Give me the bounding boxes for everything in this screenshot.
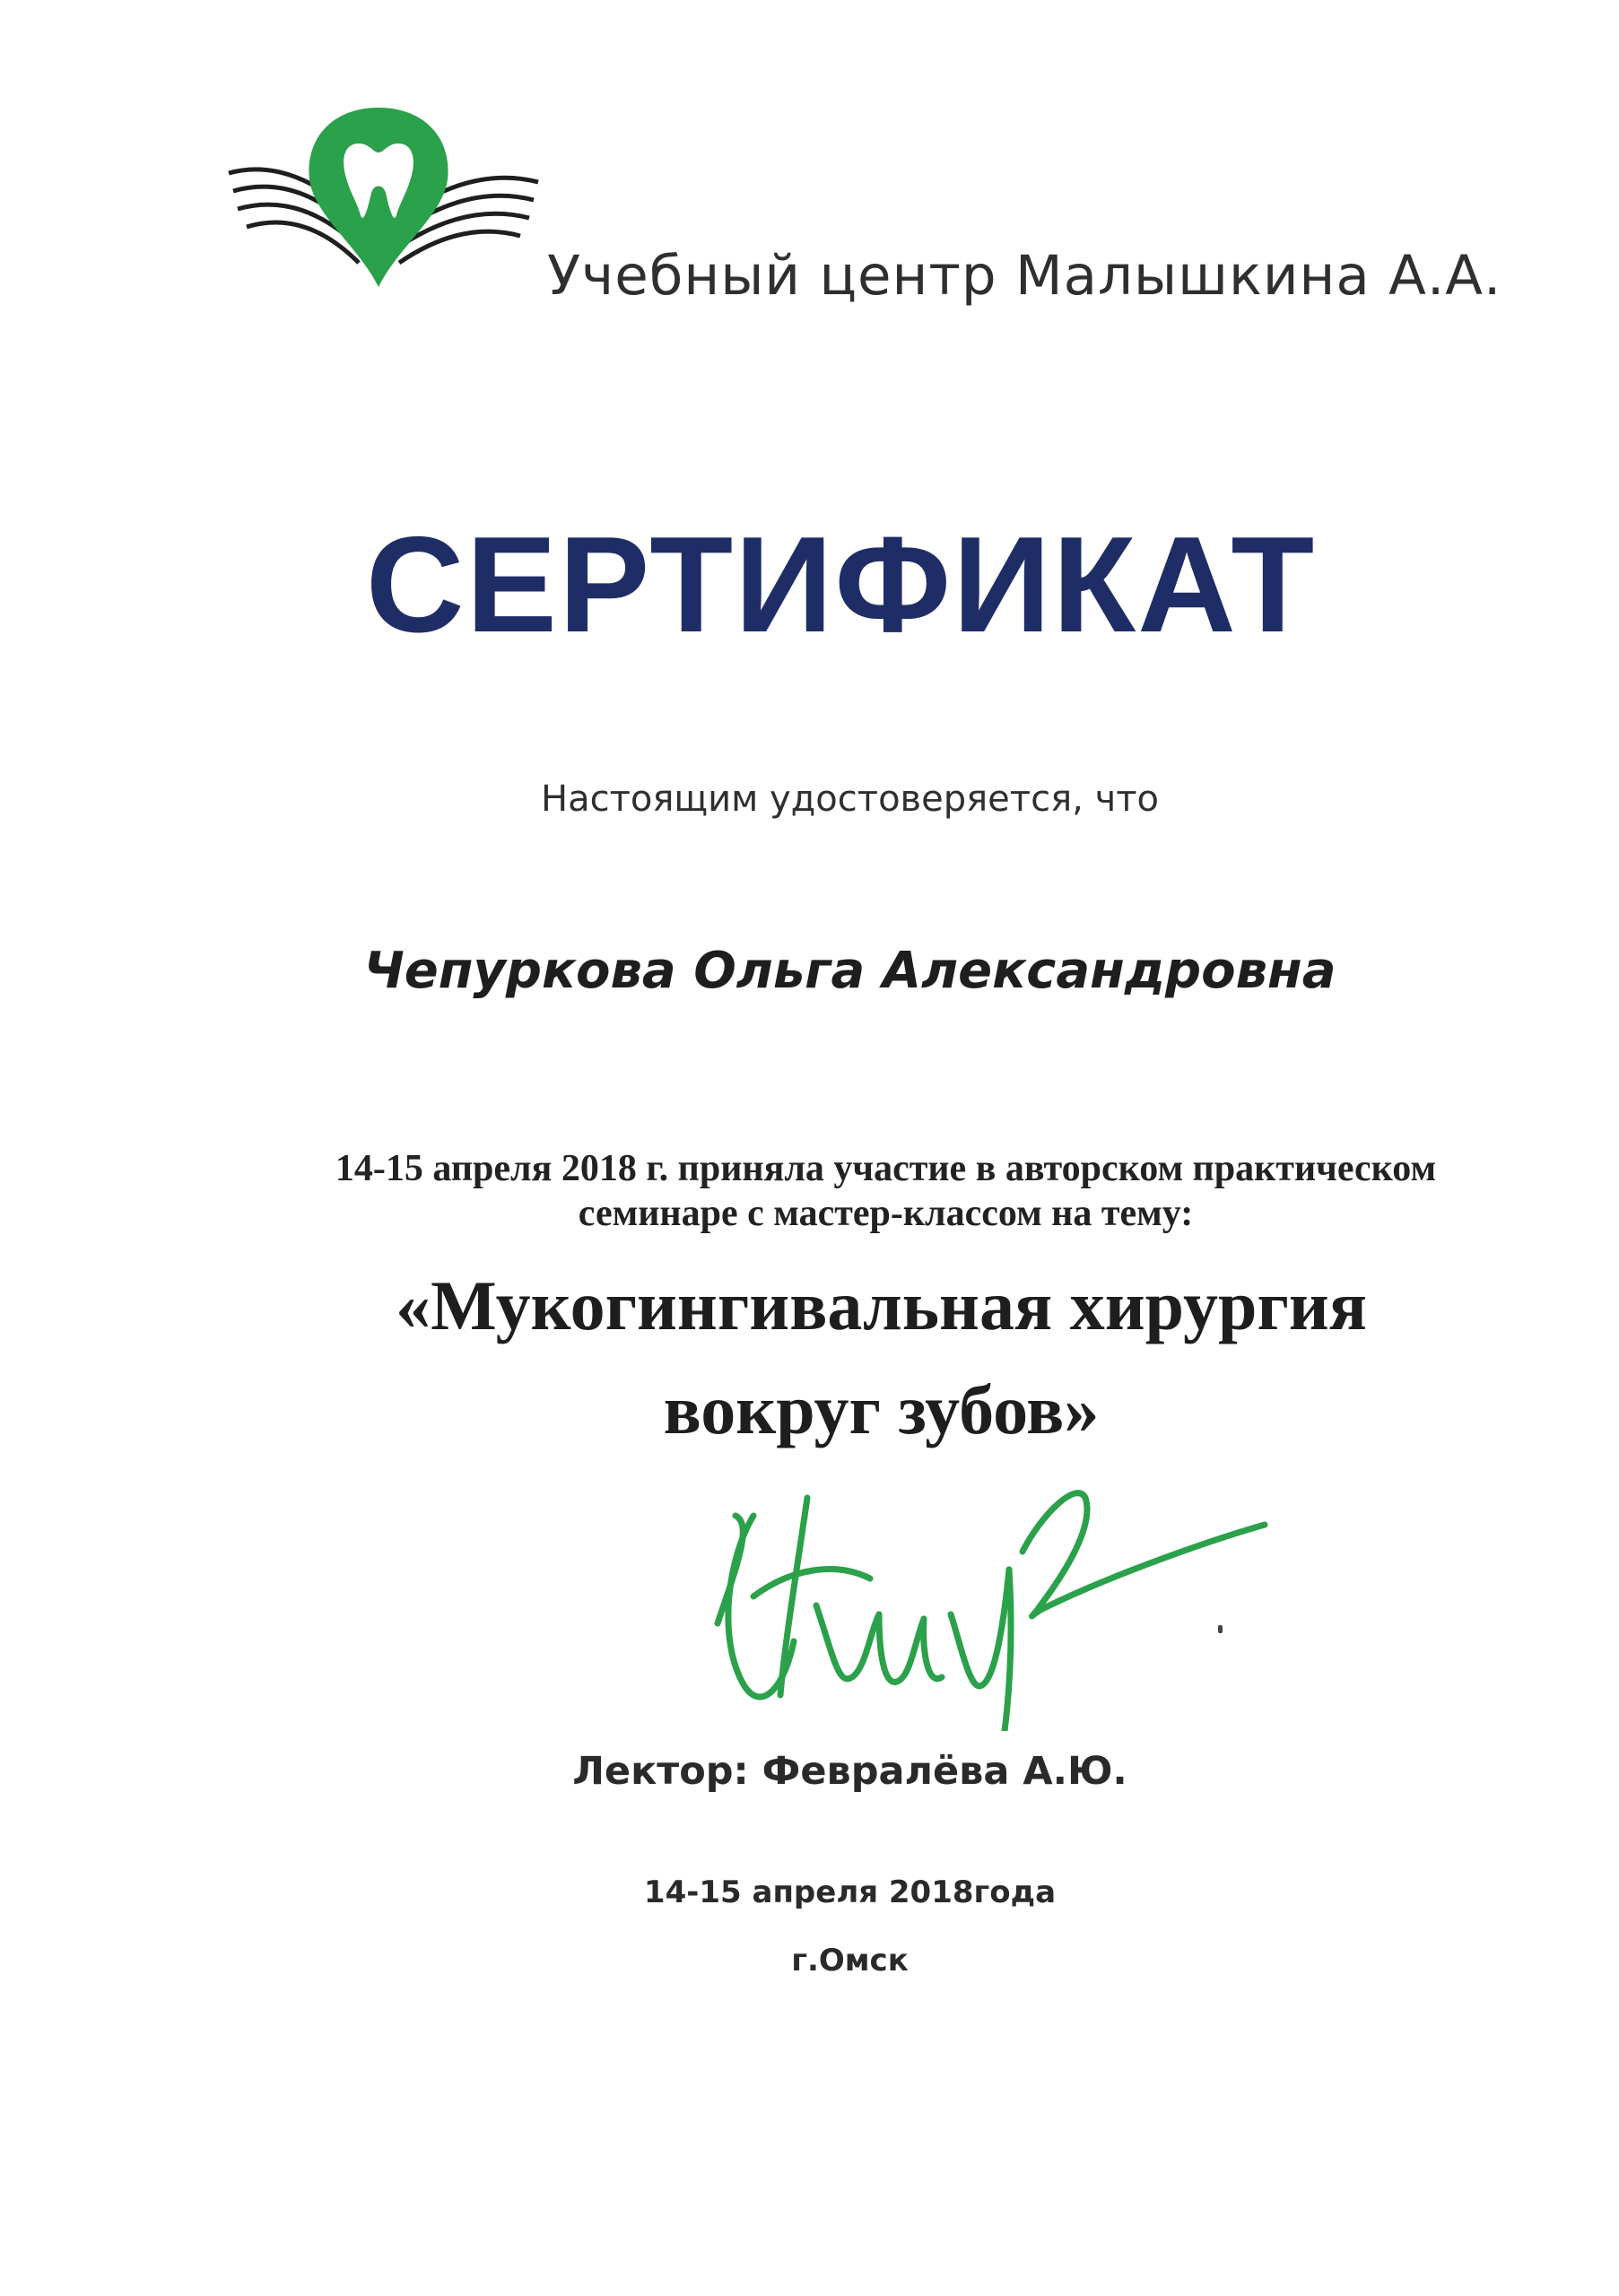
participation-line-1: 14-15 апреля 2018 г. приняла участие в авторском практическом <box>335 1148 1437 1189</box>
seminar-date: 14-15 апреля 2018года <box>643 1874 1057 1910</box>
certifies-text: Настоящим удостоверяется, что <box>541 778 1159 820</box>
seminar-city: г.Омск <box>791 1943 909 1979</box>
lecturer-name: Лектор: Февралёва А.Ю. <box>572 1749 1127 1794</box>
participation-line-2: семинаре с мастер-классом на тему: <box>578 1193 1194 1234</box>
tooth-book-logo-icon <box>224 103 547 309</box>
topic-line-2: вокруг зубов» <box>663 1370 1100 1448</box>
organization-name: Учебный центр Малышкина А.А. <box>547 244 1502 308</box>
seminar-topic <box>0 1254 1619 1462</box>
ink-dot <box>1218 1625 1223 1633</box>
certificate-title: СЕРТИФИКАТ <box>365 509 1317 661</box>
signature-image <box>700 1462 1274 1731</box>
recipient-name: Чепуркова Ольга Александровна <box>363 942 1336 1000</box>
topic-line-1: «Мукогингивальная хирургия <box>396 1266 1367 1344</box>
participation-text <box>0 1146 1619 1236</box>
